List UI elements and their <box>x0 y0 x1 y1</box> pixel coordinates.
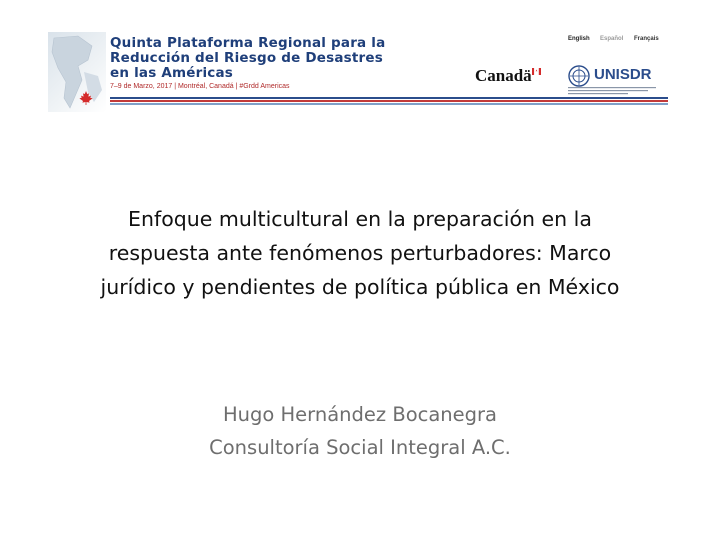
banner-stripe-light-blue <box>110 103 668 105</box>
conference-title <box>110 36 410 81</box>
language-link-english[interactable]: English <box>568 36 590 42</box>
language-link-francais[interactable]: Français <box>634 36 659 42</box>
slide-author-block <box>40 398 680 464</box>
author-name: Hugo Hernández Bocanegra <box>222 403 498 426</box>
slide-title <box>40 202 680 304</box>
slide-title-line: respuesta ante fenómenos perturbadores: Marco <box>108 241 612 265</box>
conference-banner <box>48 30 668 114</box>
canada-wordmark-logo: Canadä <box>475 66 532 85</box>
un-emblem-icon <box>568 65 590 87</box>
conference-title-line: Reducción del Riesgo de Desastres <box>110 50 384 66</box>
slide-title-line: Enfoque multicultural en la preparación en la <box>128 207 592 231</box>
unisdr-tagline-graphic <box>568 86 664 95</box>
banner-stripe-navy <box>110 97 668 99</box>
unisdr-logo: UNISDR <box>594 66 652 83</box>
slide-title-line: jurídico y pendientes de política pública en México <box>100 275 620 299</box>
americas-map-graphic <box>48 32 106 112</box>
banner-stripe-red <box>110 100 668 102</box>
maple-leaf-icon <box>78 90 94 106</box>
language-link-espanol[interactable]: Español <box>600 36 624 42</box>
conference-title-line: en las Américas <box>110 65 234 81</box>
conference-date: 7–9 de Marzo, 2017 | Montréal, Canadá | #Grdd Americas <box>110 83 290 90</box>
conference-title-line: Quinta Plataforma Regional para la <box>110 35 386 51</box>
author-organization: Consultoría Social Integral A.C. <box>209 436 511 459</box>
canada-flag-icon <box>532 68 541 75</box>
